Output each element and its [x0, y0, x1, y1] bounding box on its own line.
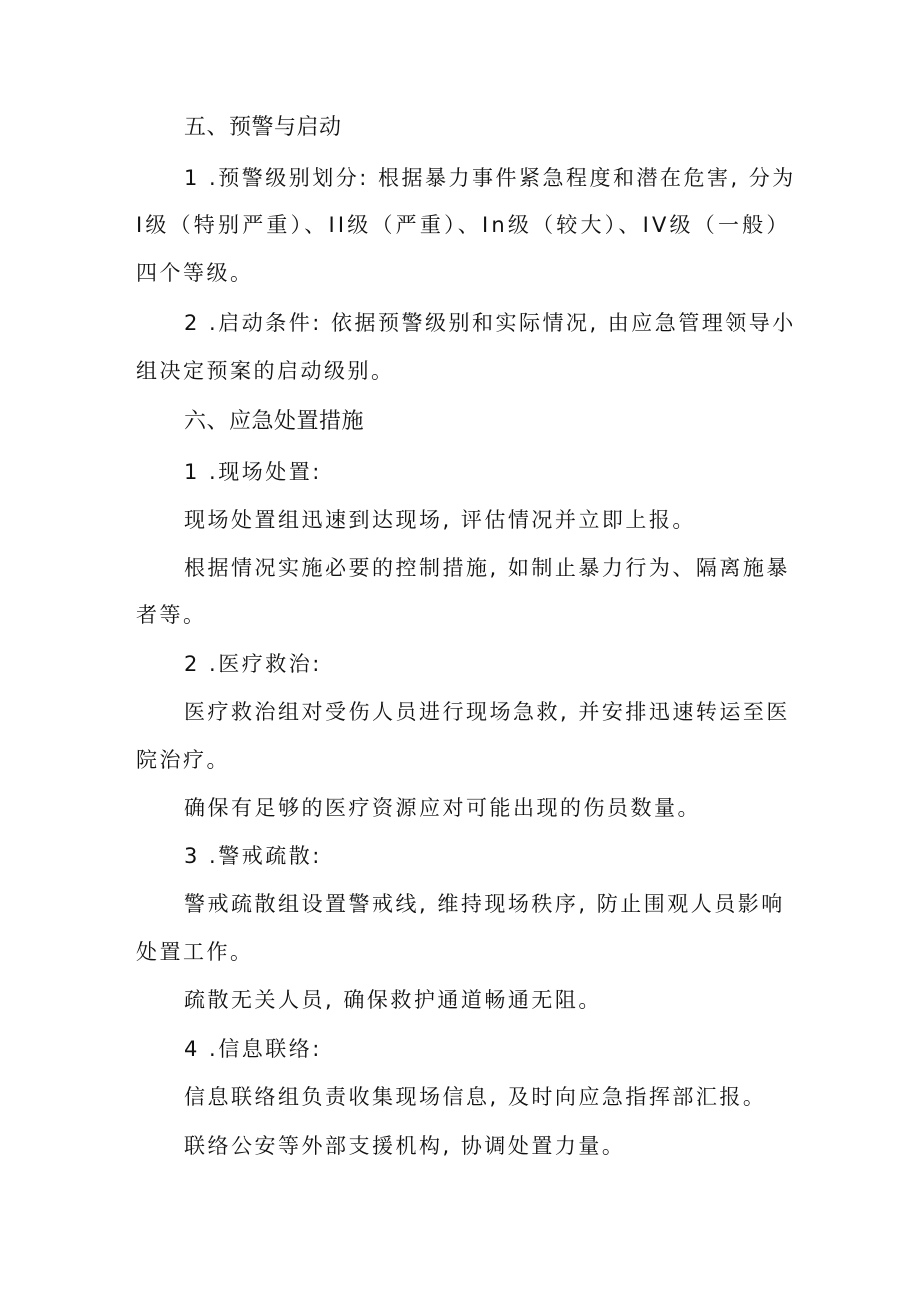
paragraph-line: 处置工作。 — [136, 940, 254, 964]
paragraph-line: 医疗救治组对受伤人员进行现场急救, 并安排迅速转运至医 — [184, 700, 790, 724]
paragraph-line: 确保有足够的医疗资源应对可能出现的伤员数量。 — [184, 796, 701, 820]
paragraph-line: 院治疗。 — [136, 748, 230, 772]
paragraph-line: 信息联络组负责收集现场信息, 及时向应急指挥部汇报。 — [184, 1085, 767, 1109]
paragraph-line: 组决定预案的启动级别。 — [136, 359, 395, 383]
item-title: 4 .信息联络: — [184, 1037, 322, 1061]
paragraph-line: 根据情况实施必要的控制措施, 如制止暴力行为、隔离施暴 — [184, 556, 790, 580]
paragraph-line: 2 .启动条件: 依据预警级别和实际情况, 由应急管理领导小 — [184, 311, 796, 335]
section-heading-warning-and-activation: 五、预警与启动 — [184, 115, 342, 140]
paragraph-line: 现场处置组迅速到达现场, 评估情况并立即上报。 — [184, 508, 696, 532]
paragraph-line: 疏散无关人员, 确保救护通道畅通无阻。 — [184, 988, 602, 1012]
item-title: 3 .警戒疏散: — [184, 844, 322, 868]
paragraph-line: 者等。 — [136, 603, 207, 627]
item-title: 1 .现场处置: — [184, 460, 322, 484]
paragraph-line: 1 .预警级别划分: 根据暴力事件紧急程度和潜在危害, 分为 — [184, 166, 796, 190]
paragraph-line: I级（特别严重）、II级（严重）、In级（较大）、IV级（一般） — [136, 213, 791, 237]
section-heading-emergency-measures: 六、应急处置措施 — [184, 409, 365, 434]
paragraph-line: 联络公安等外部支援机构, 协调处置力量。 — [184, 1134, 626, 1158]
item-title: 2 .医疗救治: — [184, 652, 322, 676]
paragraph-line: 四个等级。 — [136, 261, 254, 285]
paragraph-line: 警戒疏散组设置警戒线, 维持现场秩序, 防止围观人员影响 — [184, 892, 785, 916]
